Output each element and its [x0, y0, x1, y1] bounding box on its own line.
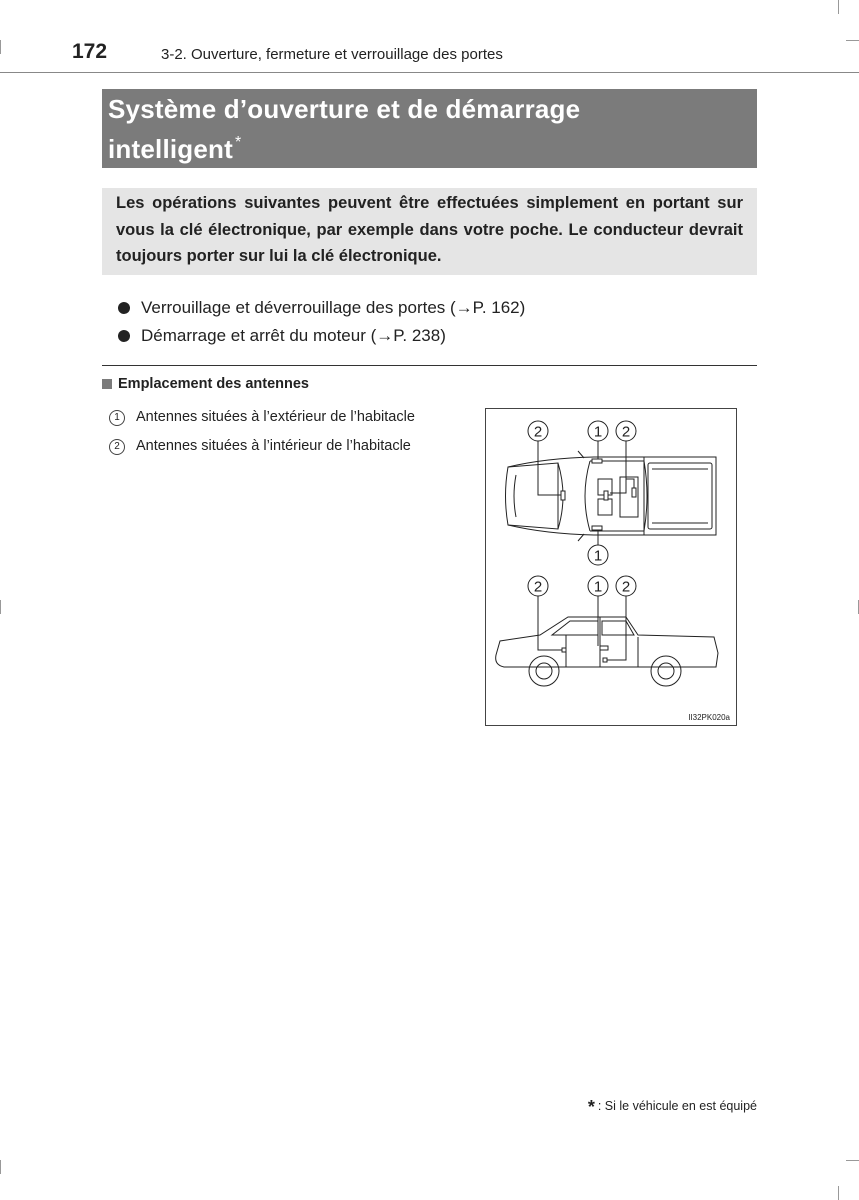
callout-top-left: [528, 421, 548, 441]
footnote: [588, 1097, 757, 1118]
bullet-icon: [118, 302, 130, 314]
svg-text:1: 1: [593, 423, 603, 441]
antenna-legend: [109, 403, 415, 461]
svg-text:2: 2: [621, 578, 631, 596]
crop-mark: [838, 1186, 839, 1200]
antenna-marker-inner: [561, 491, 565, 500]
antenna-marker-inner: [632, 488, 636, 497]
svg-text:2: 2: [533, 578, 543, 596]
square-bullet-icon: [102, 379, 112, 389]
legend-text: Antennes situées à l’extérieur de l’habitacle: [136, 409, 415, 425]
antenna-marker-outer: [592, 526, 602, 530]
list-item: [118, 294, 525, 322]
callout-side-middle: [588, 576, 608, 596]
bullet-icon: [118, 330, 130, 342]
svg-text:2: 2: [621, 423, 631, 441]
legend-number: 2: [109, 439, 125, 455]
title-banner: [102, 89, 757, 168]
crop-mark: [0, 1160, 1, 1174]
figure-code: II32PK020a: [688, 713, 730, 722]
crop-mark: [0, 600, 1, 614]
title-line-1: Système d’ouverture et de démarrage: [108, 94, 581, 124]
legend-item: [109, 432, 415, 461]
header-rule: [0, 72, 859, 73]
svg-text:2: 2: [533, 423, 543, 441]
page-title: [108, 93, 757, 166]
antenna-heading-text: Emplacement des antennes: [118, 376, 309, 392]
title-line-2: intelligent: [108, 134, 233, 164]
truck-top-view-illustration: [506, 451, 717, 541]
legend-item: [109, 403, 415, 432]
crop-mark: [838, 0, 839, 14]
footnote-text: : Si le véhicule en est équipé: [597, 1099, 757, 1113]
list-item-text: Verrouillage et déverrouillage des portes (→P. 162): [141, 298, 526, 317]
crop-mark: [846, 40, 859, 41]
intro-box: [102, 188, 757, 275]
title-footnote-marker: *: [234, 134, 242, 151]
crop-mark: [0, 40, 1, 54]
vehicle-diagram: [486, 409, 736, 725]
svg-text:1: 1: [593, 547, 603, 565]
callout-top-bottom: [588, 545, 608, 565]
section-breadcrumb: 3-2. Ouverture, fermeture et verrouillage des portes: [161, 46, 503, 63]
antenna-marker-inner: [562, 648, 566, 652]
antenna-marker-inner: [603, 658, 607, 662]
list-item: [118, 322, 525, 350]
antenna-marker-outer: [600, 646, 608, 650]
callout-top-right: [616, 421, 636, 441]
legend-text: Antennes situées à l’intérieur de l’habitacle: [136, 438, 411, 454]
crop-mark: [846, 1160, 859, 1161]
callout-side-left: [528, 576, 548, 596]
callout-side-right: [616, 576, 636, 596]
section-divider: [102, 365, 757, 366]
legend-number: 1: [109, 410, 125, 426]
truck-side-view-illustration: [496, 617, 718, 686]
intro-text: Les opérations suivantes peuvent être effectuées simplement en portant sur vous la clé électronique, par exemple dans votre poche. Le conducteur devrait toujours porter sur lui la clé électronique.: [116, 194, 743, 265]
svg-text:1: 1: [593, 578, 603, 596]
callout-top-middle: [588, 421, 608, 441]
antenna-heading: [102, 376, 309, 392]
list-item-text: Démarrage et arrêt du moteur (→P. 238): [141, 326, 446, 345]
antenna-marker-inner: [604, 491, 608, 500]
footnote-marker: *: [587, 1097, 595, 1117]
feature-list: [118, 294, 525, 350]
antenna-location-figure: [485, 408, 737, 726]
page-number: 172: [72, 40, 108, 63]
antenna-marker-outer: [592, 459, 602, 463]
